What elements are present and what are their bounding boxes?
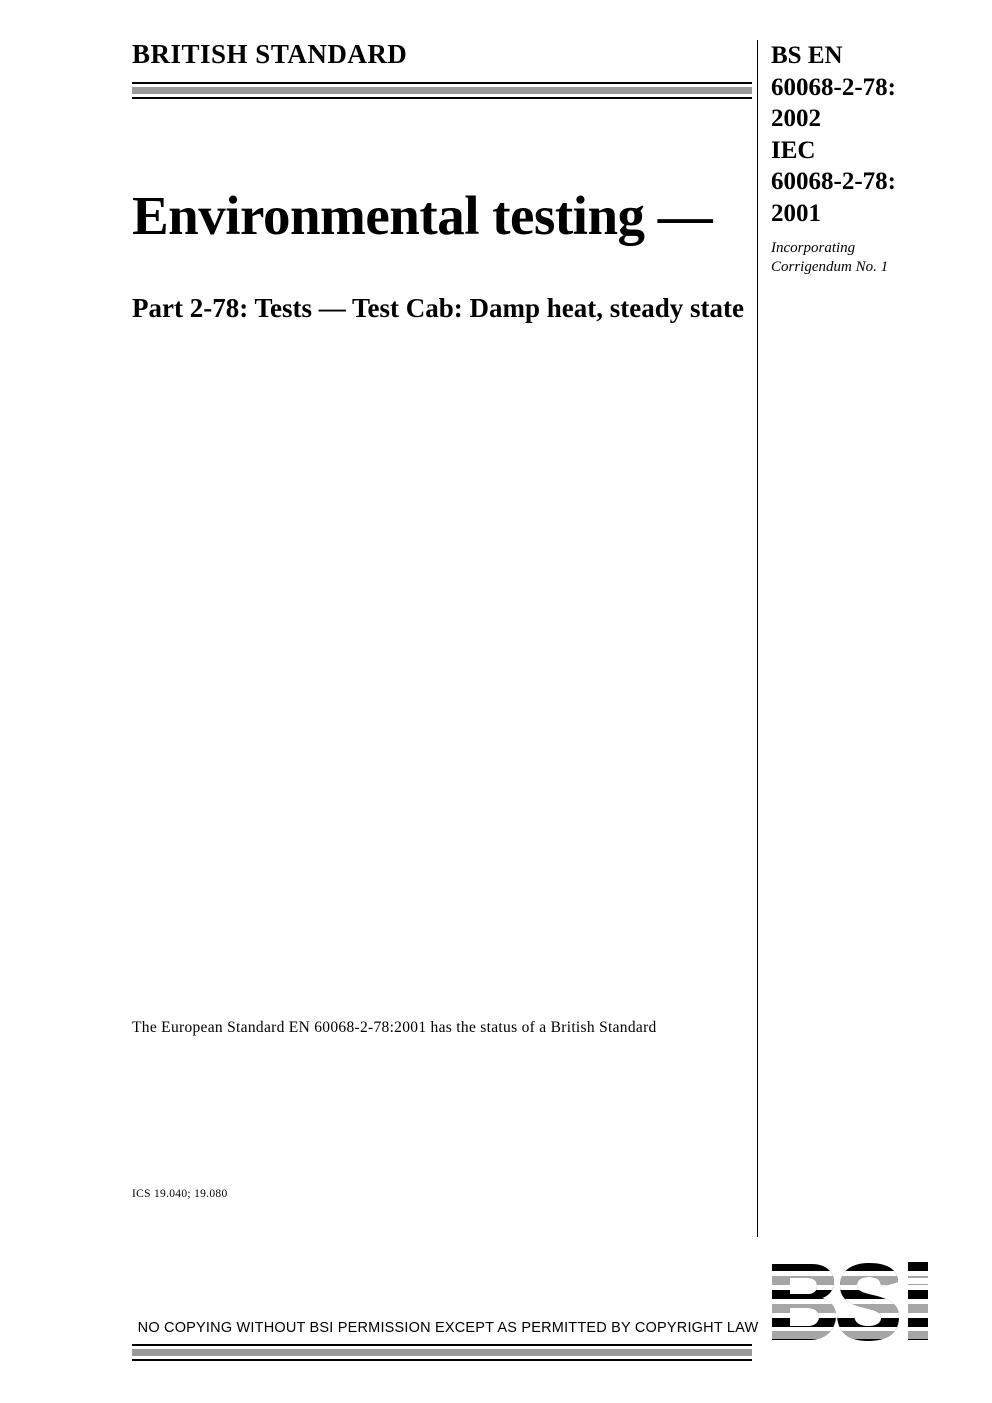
title-block bbox=[132, 40, 752, 327]
standard-reference-line-6: 2001 bbox=[771, 199, 821, 227]
corrigendum-line-1: Incorporating bbox=[771, 240, 856, 256]
footer-rule-grey bbox=[132, 1349, 752, 1356]
standard-reference-line-3: 2002 bbox=[771, 105, 821, 132]
vertical-divider bbox=[757, 40, 758, 1237]
publisher-kicker: BRITISH STANDARD bbox=[132, 39, 408, 69]
page-subtitle: Part 2-78: Tests — Test Cab: Damp heat, steady state bbox=[132, 292, 744, 323]
status-note: The European Standard EN 60068-2-78:2001 has the status of a British Standard bbox=[132, 1019, 657, 1036]
standard-reference-block bbox=[771, 40, 956, 277]
standard-reference bbox=[771, 40, 956, 229]
copyright-notice: NO COPYING WITHOUT BSI PERMISSION EXCEPT AS PERMITTED BY COPYRIGHT LAW bbox=[137, 1320, 759, 1336]
standard-reference-line-2: 60068-2-78: bbox=[771, 73, 896, 101]
standard-reference-line-4: IEC bbox=[771, 136, 816, 164]
ics-code: ICS 19.040; 19.080 bbox=[132, 1188, 228, 1200]
bsi-logo bbox=[768, 1262, 958, 1344]
header-rule-black-bottom bbox=[132, 97, 752, 99]
standard-reference-line-1: BS EN bbox=[771, 42, 843, 69]
footer-rule bbox=[132, 1344, 752, 1361]
page-title: Environmental testing — bbox=[132, 185, 713, 247]
standard-reference-line-5: 60068-2-78: bbox=[771, 168, 896, 195]
header-rule bbox=[132, 82, 752, 99]
footer-rule-black-bottom bbox=[132, 1359, 752, 1361]
corrigendum-note bbox=[771, 239, 956, 277]
corrigendum-line-2: Corrigendum No. 1 bbox=[771, 258, 889, 275]
header-rule-grey bbox=[132, 87, 752, 94]
